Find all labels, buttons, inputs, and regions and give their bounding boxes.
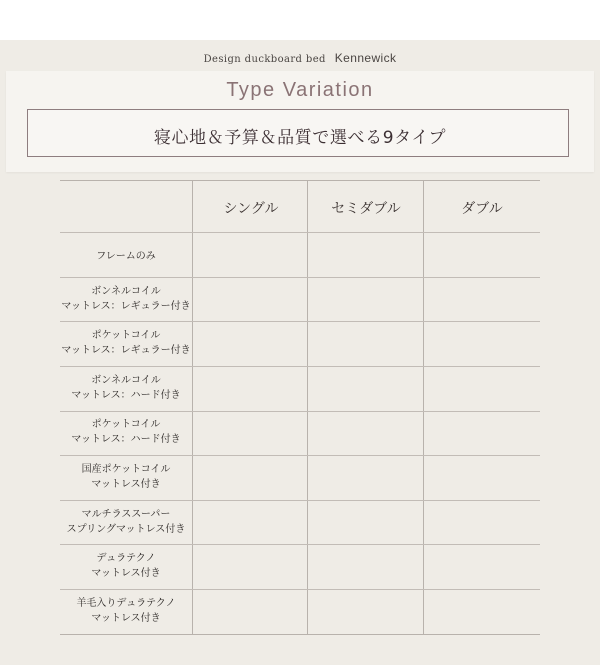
table-divider <box>423 180 424 635</box>
row-divider <box>60 321 540 322</box>
row-label-line: スプリングマットレス付き <box>66 524 186 535</box>
row-divider <box>60 277 540 278</box>
type-variation-title: Type Variation <box>226 79 374 101</box>
row-label-line: マットレス：ハード付き <box>71 390 181 401</box>
row-label-line: 国産ポケットコイル <box>81 464 171 475</box>
row-label-line: マットレス：ハード付き <box>71 434 181 445</box>
row-divider <box>60 500 540 501</box>
brand-name: Kennewick <box>334 51 397 65</box>
row-label-bonnell-hard <box>60 373 192 403</box>
row-divider <box>60 589 540 590</box>
row-label-multi-lath <box>60 507 192 537</box>
row-label-pocket-hard <box>60 417 192 447</box>
row-label-dura-techno <box>60 551 192 581</box>
table-divider <box>307 180 308 635</box>
row-label-line: マットレス：レギュラー付き <box>61 301 191 312</box>
row-divider <box>60 455 540 456</box>
row-label-line: ポケットコイル <box>91 330 161 341</box>
row-label-bonnell-regular <box>60 284 192 314</box>
row-label-line: ボンネルコイル <box>91 286 161 297</box>
row-label-line: マルチラススーパー <box>81 509 171 520</box>
row-label-domestic-pocket <box>60 462 192 492</box>
row-label-pocket-regular <box>60 328 192 358</box>
row-label-line: マットレス付き <box>91 479 161 490</box>
row-label-line: マットレス付き <box>91 568 161 579</box>
product-line <box>0 51 600 65</box>
table-divider <box>192 180 193 635</box>
row-label-wool-dura-techno <box>60 596 192 626</box>
row-label-line: 羊毛入りデュラテクノ <box>76 598 176 609</box>
column-header-single: シングル <box>223 201 279 217</box>
column-header-double: ダブル <box>461 201 503 217</box>
design-label: Design duckboard bed <box>203 54 326 65</box>
row-label-frame-only <box>60 249 192 264</box>
row-label-line: ボンネルコイル <box>91 375 161 386</box>
row-label-line: ポケットコイル <box>91 419 161 430</box>
row-divider <box>60 232 540 233</box>
headline: 寝心地＆予算＆品質で選べる9タイプ <box>153 128 447 148</box>
row-divider <box>60 544 540 545</box>
row-label-line: デュラテクノ <box>96 553 156 564</box>
row-label-line: マットレス：レギュラー付き <box>61 345 191 356</box>
row-label-line: マットレス付き <box>91 613 161 624</box>
column-header-semi-double: セミダブル <box>331 201 401 217</box>
row-label-line: フレームのみ <box>96 251 156 262</box>
row-divider <box>60 366 540 367</box>
row-divider <box>60 411 540 412</box>
